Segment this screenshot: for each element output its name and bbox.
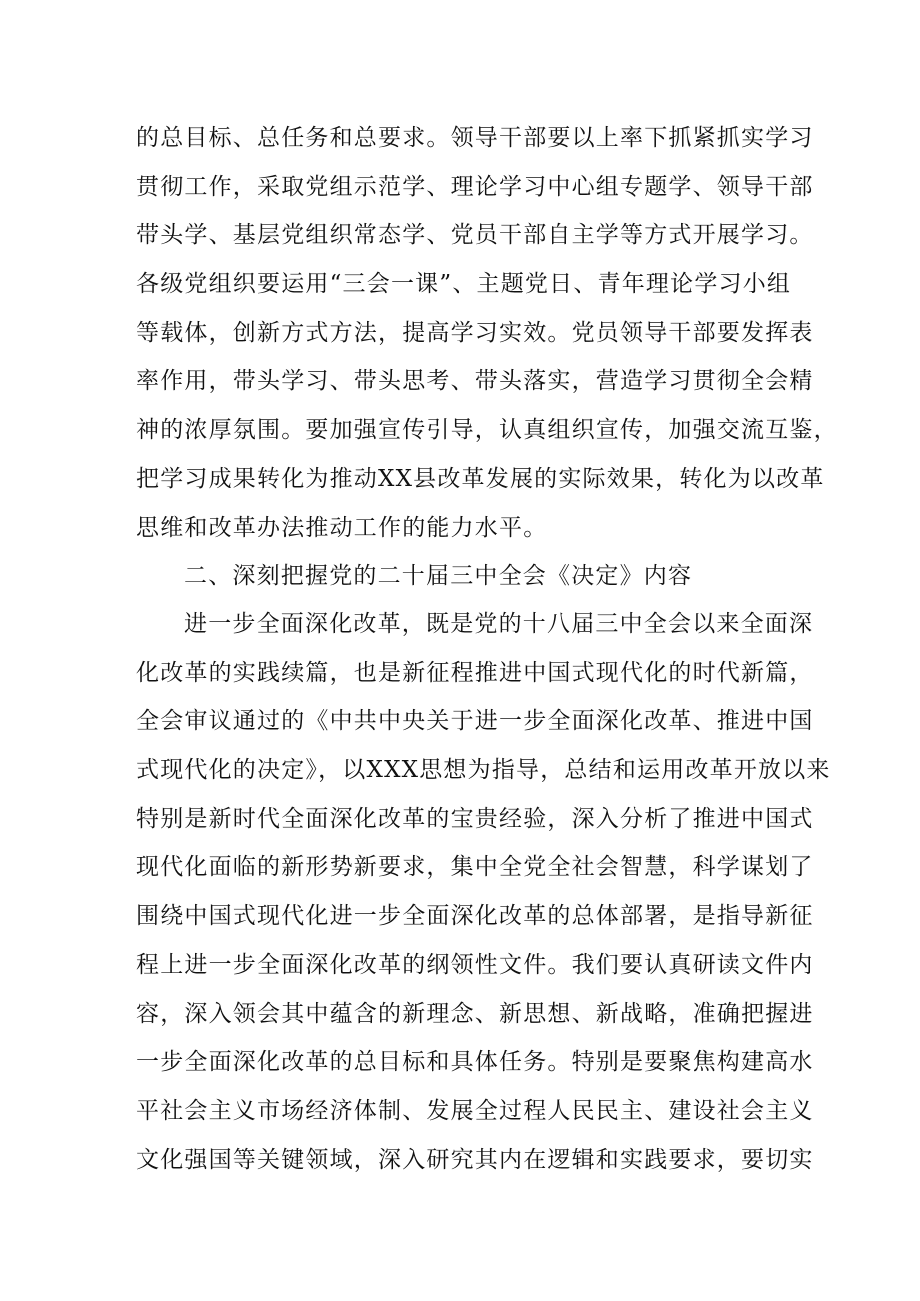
- text-line: 式现代化的决定》，以XXX思想为指导，总结和运用改革开放以来: [136, 757, 831, 784]
- text-line: 一步全面深化改革的总目标和具体任务。特别是要聚焦构建高水: [136, 1049, 814, 1076]
- section-heading: [136, 552, 792, 601]
- text-line: 文化强国等关键领域，深入研究其内在逻辑和实践要求，要切实: [136, 1146, 814, 1173]
- text-line: 带头学、基层党组织常态学、党员干部自主学等方式开展学习。: [136, 222, 814, 249]
- paragraph-study-implementation: [136, 114, 838, 552]
- text-line: 平社会主义市场经济体制、发展全过程人民民主、建设社会主义: [136, 1097, 814, 1124]
- text-line: 贯彻工作，采取党组示范学、理论学习中心组专题学、领导干部: [136, 173, 814, 200]
- text-line: 率作用，带头学习、带头思考、带头落实，营造学习贯彻全会精: [136, 368, 814, 395]
- text-line: 各级党组织要运用“三会一课”、主题党日、青年理论学习小组: [136, 271, 792, 298]
- text-line: 特别是新时代全面深化改革的宝贵经验，深入分析了推进中国式: [136, 805, 814, 832]
- text-line: 全会审议通过的《中共中央关于进一步全面深化改革、推进中国: [136, 708, 814, 735]
- text-line: 神的浓厚氛围。要加强宣传引导，认真组织宣传，加强交流互鉴，: [136, 417, 838, 444]
- text-line: 的总目标、总任务和总要求。领导干部要以上率下抓紧抓实学习: [136, 125, 814, 151]
- text-line: 进一步全面深化改革，既是党的十八届三中全会以来全面深: [184, 611, 814, 637]
- text-line: 程上进一步全面深化改革的纲领性文件。我们要认真研读文件内: [136, 951, 814, 978]
- text-line: 围绕中国式现代化进一步全面深化改革的总体部署，是指导新征: [136, 903, 814, 930]
- text-line: 思维和改革办法推动工作的能力水平。: [136, 514, 548, 541]
- section-heading-text: 二、深刻把握党的二十届三中全会《决定》内容: [184, 563, 693, 589]
- text-line: 化改革的实践续篇，也是新征程推进中国式现代化的时代新篇，: [136, 659, 814, 686]
- paragraph-decision-content: [136, 600, 831, 1184]
- text-line: 现代化面临的新形势新要求，集中全党全社会智慧，科学谋划了: [136, 854, 814, 881]
- text-line: 容，深入领会其中蕴含的新理念、新思想、新战略，准确把握进: [136, 1000, 814, 1027]
- text-line: 把学习成果转化为推动XX县改革发展的实际效果，转化为以改革: [136, 465, 825, 492]
- text-line: 等载体，创新方式方法，提高学习实效。党员领导干部要发挥表: [136, 319, 814, 346]
